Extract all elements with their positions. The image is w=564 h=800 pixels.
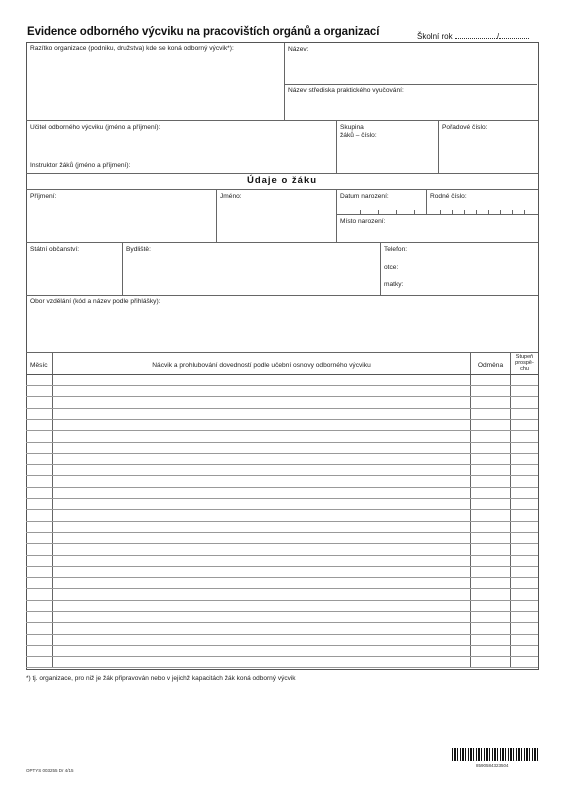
table-row-line <box>26 487 538 488</box>
group-label: Skupina <box>340 124 364 131</box>
school-year-end-blank[interactable] <box>496 31 529 41</box>
degree-header-line-1: Stupeň <box>515 354 534 360</box>
phone-label: Telefon: <box>384 246 408 253</box>
school-year-field[interactable] <box>417 31 529 41</box>
teacher-label: Učitel odborného výcviku (jméno a příjmení): <box>30 124 161 131</box>
table-row-line <box>26 498 538 499</box>
divider <box>470 353 471 668</box>
table-row-line <box>26 667 538 668</box>
table-row-line <box>26 408 538 409</box>
father-phone-label: otce: <box>384 264 399 271</box>
divider <box>52 353 53 668</box>
table-row-line <box>26 577 538 578</box>
divider <box>438 121 439 173</box>
degree-header-line-3: chu <box>520 366 529 372</box>
surname-label: Příjmení: <box>30 193 57 200</box>
table-row-line <box>26 385 538 386</box>
order-number-label: Pořadové číslo: <box>442 124 488 131</box>
table-row-line <box>26 475 538 476</box>
school-year-label: Školní rok <box>417 32 453 41</box>
divider <box>284 84 537 85</box>
divider <box>122 243 123 295</box>
table-row-line <box>26 396 538 397</box>
form-code: OPTYS 003255 Dr 4/15 <box>26 768 74 773</box>
divider <box>26 352 538 353</box>
divider <box>510 353 511 668</box>
instructor-label: Instruktor žáků (jméno a příjmení): <box>30 162 131 169</box>
mother-phone-label: matky: <box>384 281 404 288</box>
center-name-label: Název střediska praktického vyučování: <box>288 87 404 94</box>
page-title: Evidence odborného výcviku na pracovištích orgánů a organizací <box>27 26 380 38</box>
divider <box>26 120 538 121</box>
divider <box>216 190 217 242</box>
divider <box>26 189 538 190</box>
field-of-study-label: Obor vzdělání (kód a název podle přihlášky): <box>30 298 161 305</box>
footnote: *) tj. organizace, pro niž je žák připravován nebo v jejichž kapacitách žák koná odborný výcvik <box>26 675 296 682</box>
divider <box>426 190 427 214</box>
student-section-title: Údaje o žáku <box>246 175 318 186</box>
table-row-line <box>26 543 538 544</box>
table-row-line <box>26 453 538 454</box>
divider <box>26 242 538 243</box>
birth-number-label: Rodné číslo: <box>430 193 467 200</box>
table-row-line <box>26 656 538 657</box>
divider <box>380 243 381 295</box>
table-row-line <box>26 532 538 533</box>
reward-header: Odměna <box>477 362 504 369</box>
table-row-line <box>26 430 538 431</box>
divider <box>337 214 538 215</box>
residence-label: Bydliště: <box>126 246 151 253</box>
table-row-line <box>26 600 538 601</box>
month-header: Měsíc <box>30 362 48 369</box>
group-label-2: žáků – číslo: <box>340 132 377 139</box>
date-of-birth-label: Datum narození: <box>340 193 389 200</box>
barcode-number: 8590584323504 <box>476 763 509 768</box>
table-row-line <box>26 555 538 556</box>
table-row-line <box>26 442 538 443</box>
degree-header <box>511 354 538 372</box>
divider <box>26 173 538 174</box>
table-row-line <box>26 566 538 567</box>
table-row-line <box>26 645 538 646</box>
divider <box>26 295 538 296</box>
stamp-label: Razítko organizace (podniku, družstva) kde se koná odborný výcvik*): <box>30 45 234 52</box>
divider <box>26 374 538 375</box>
birthplace-label: Místo narození: <box>340 218 386 225</box>
form-frame <box>26 42 539 670</box>
org-name-label: Název: <box>288 46 309 53</box>
divider <box>336 121 337 173</box>
skills-header: Nácvik a prohlubování dovedností podle učební osnovy odborného výcviku <box>152 362 371 369</box>
table-row-line <box>26 622 538 623</box>
divider <box>336 190 337 242</box>
table-row-line <box>26 521 538 522</box>
table-row-line <box>26 588 538 589</box>
citizenship-label: Státní občanství: <box>30 246 80 253</box>
table-row-line <box>26 509 538 510</box>
school-year-start-blank[interactable] <box>455 31 500 41</box>
first-name-label: Jméno: <box>220 193 242 200</box>
school-year-separator: / <box>496 32 500 41</box>
table-row-line <box>26 634 538 635</box>
barcode <box>452 748 538 761</box>
table-row-line <box>26 611 538 612</box>
table-row-line <box>26 419 538 420</box>
divider <box>284 43 285 120</box>
table-row-line <box>26 464 538 465</box>
degree-header-line-2: prospě- <box>515 360 534 366</box>
